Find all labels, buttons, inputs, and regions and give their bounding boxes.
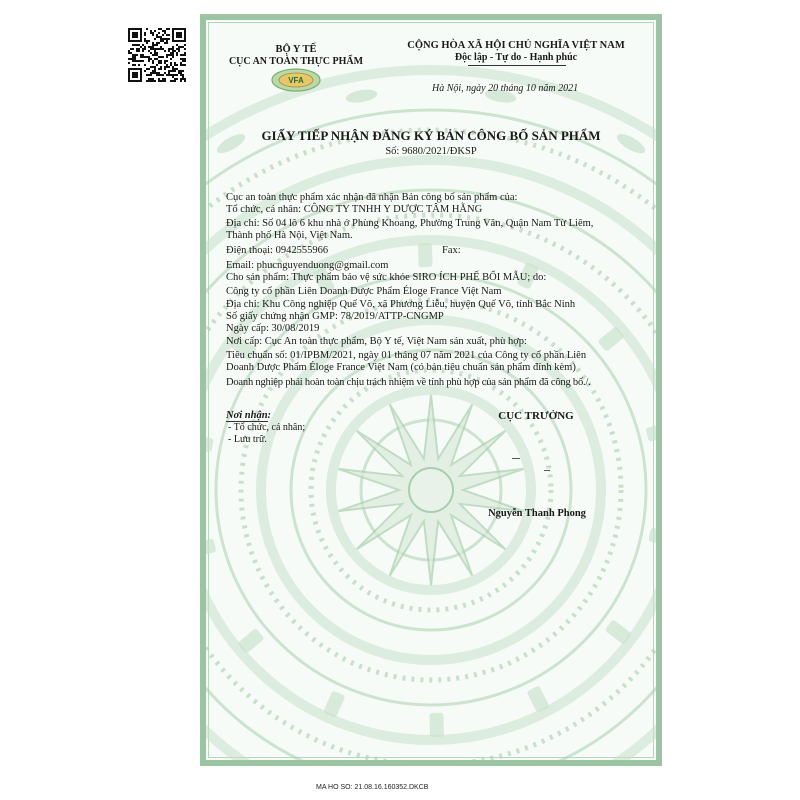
- manufacturer-line: Công ty cổ phần Liên Doanh Dược Phẩm Éloge France Việt Nam: [226, 286, 502, 297]
- body-line-1: Cục an toàn thực phẩm xác nhận đã nhận Bản công bố sản phẩm của:: [226, 192, 518, 203]
- body-line-2: Tổ chức, cá nhân: CÔNG TY TNHH Y DƯỢC TÂM HẰNG: [226, 204, 483, 215]
- vfa-logo: [270, 67, 322, 93]
- vfa-logo-text: VFA: [288, 76, 304, 85]
- qr-code: [128, 28, 186, 82]
- country-name: CỘNG HÒA XÃ HỘI CHỦ NGHĨA VIỆT NAM: [407, 40, 625, 51]
- department-name: CỤC AN TOÀN THỰC PHẨM: [228, 56, 364, 67]
- signature-mark: [544, 470, 550, 471]
- motto-underline: [468, 65, 566, 66]
- recipient-1: - Tổ chức, cá nhân;: [228, 422, 306, 433]
- responsibility-line: Doanh nghiệp phải hoàn toàn chịu trách nhiệm về tính phù hợp của sản phẩm đã công bố./.: [226, 377, 591, 388]
- signature-mark: [512, 458, 520, 459]
- manufacturer-address: Địa chỉ: Khu Công nghiệp Quế Võ, xã Phương Liễu, huyện Quế Võ, tỉnh Bắc Ninh: [226, 299, 576, 310]
- ministry-name: BỘ Y TẾ: [275, 44, 317, 55]
- standard-line-2: Doanh Dược Phẩm Éloge France Việt Nam (có bản tiêu chuẩn sản phẩm đính kèm): [226, 362, 576, 373]
- issuer-line: Nơi cấp: Cục An toàn thực phẩm, Bộ Y tế, Việt Nam sản xuất, phù hợp:: [226, 336, 527, 347]
- email-line: Email: phucnguyenduong@gmail.com: [226, 260, 389, 271]
- gmp-line: Số giấy chứng nhận GMP: 78/2019/ATTP-CNGMP: [226, 311, 444, 322]
- place-date: Hà Nội, ngày 20 tháng 10 năm 2021: [432, 83, 579, 94]
- signatory-name: Nguyễn Thanh Phong: [488, 508, 586, 519]
- document-title: GIẤY TIẾP NHẬN ĐĂNG KÝ BẢN CÔNG BỐ SẢN PHẨM: [261, 128, 601, 143]
- body-line-4: Thành phố Hà Nội, Việt Nam.: [226, 230, 353, 241]
- certificate: [200, 14, 662, 766]
- fax-label: Fax:: [442, 245, 461, 256]
- issue-date-line: Ngày cấp: 30/08/2019: [226, 323, 320, 334]
- recipient-2: - Lưu trữ.: [228, 434, 267, 445]
- phone-line: Điện thoại: 0942555966: [226, 245, 329, 256]
- motto: Độc lập - Tự do - Hạnh phúc: [454, 52, 578, 63]
- recipients-label: Nơi nhận:: [226, 410, 272, 421]
- standard-line-1: Tiêu chuẩn số: 01/IPBM/2021, ngày 01 tháng 07 năm 2021 của Công ty cổ phần Liên: [226, 350, 587, 361]
- body-line-3: Địa chỉ: Số 04 lô 6 khu nhà ở Phùng Khoang, Phường Trung Văn, Quận Nam Từ Liêm,: [226, 218, 594, 229]
- signature-title: CỤC TRƯỞNG: [498, 410, 574, 422]
- file-code: MA HO SO: 21.08.16.160352.DKCB: [316, 784, 429, 791]
- product-line: Cho sản phẩm: Thực phẩm bảo vệ sức khỏe SIRO ÍCH PHẾ BỔI MẪU; do:: [226, 272, 547, 283]
- document-number: Số: 9680/2021/ĐKSP: [385, 146, 477, 157]
